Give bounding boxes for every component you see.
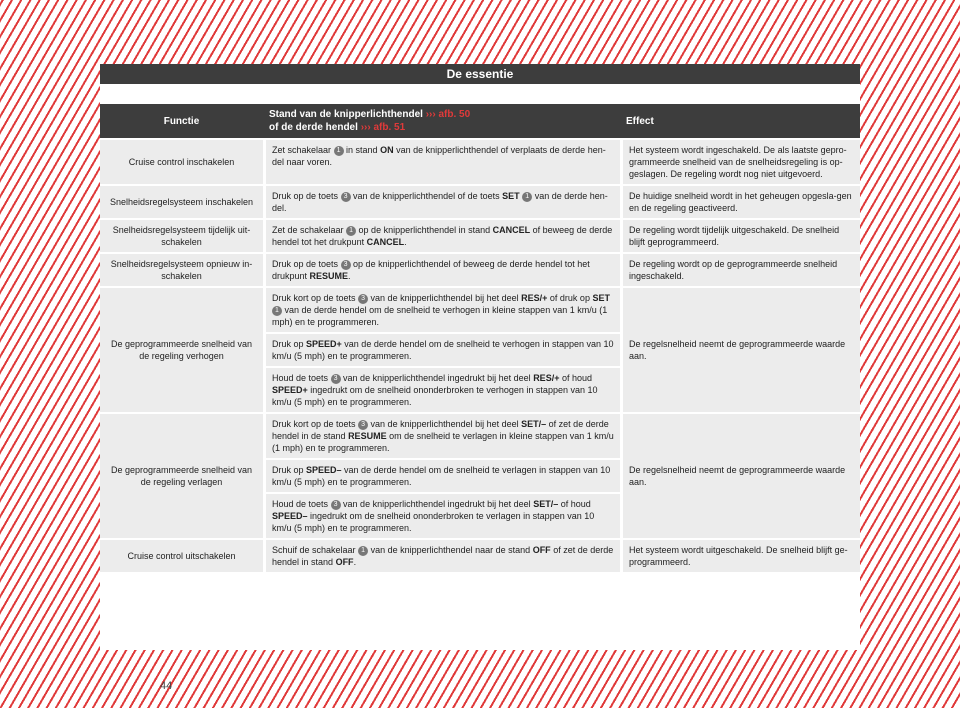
control-label: RESUME xyxy=(348,431,387,441)
effect-cell: De regelsnelheid neemt de geprogrammeerde waarde aan. xyxy=(620,414,860,538)
text-fragment: van de knipperlichthendel of de toets xyxy=(350,191,503,201)
function-cell: Snelheidsregelsysteem tijdelijk uit-schakelen xyxy=(100,220,263,252)
text-fragment: of druk op xyxy=(547,293,593,303)
table-header-row xyxy=(100,104,860,138)
text-fragment: Schuif de schakelaar xyxy=(272,545,359,555)
control-label: RES/+ xyxy=(521,293,548,303)
control-label: SET/– xyxy=(521,419,547,429)
figure-ref-51[interactable]: ››› afb. 51 xyxy=(360,122,406,133)
page-number: 44 xyxy=(160,680,173,692)
control-number-badge: 3 xyxy=(331,374,341,384)
text-fragment: Druk op de toets xyxy=(272,191,341,201)
function-cell: Snelheidsregelsysteem inschakelen xyxy=(100,186,263,218)
position-cell xyxy=(263,334,620,366)
control-number-badge: 3 xyxy=(341,192,351,202)
text-fragment: . xyxy=(348,271,351,281)
position-cell xyxy=(263,460,620,492)
control-label: SPEED+ xyxy=(272,385,308,395)
position-cell xyxy=(263,220,620,252)
control-number-badge: 1 xyxy=(334,146,344,156)
control-number-badge: 1 xyxy=(522,192,532,202)
text-fragment: Zet schakelaar xyxy=(272,145,334,155)
text-fragment: ingedrukt om de snelheid ononderbroken te verlagen in stappen van 10 km/u (5 mph) en te programmeren. xyxy=(272,511,595,533)
position-cell xyxy=(263,140,620,184)
table-body xyxy=(100,140,860,572)
text-fragment: van de derde hendel om de snelheid te verhogen in kleine stappen van 1 km/u (1 mph) en te programmeren. xyxy=(272,305,608,327)
text-fragment: van de derde hen-del. xyxy=(272,191,608,213)
control-label: CANCEL xyxy=(492,225,531,235)
figure-ref-50[interactable]: ››› afb. 50 xyxy=(425,109,471,120)
table-row xyxy=(100,220,860,252)
position-cell xyxy=(263,254,620,286)
header-function: Functie xyxy=(100,104,263,138)
text-fragment: van de knipperlichthendel of verplaats de derde hen-del naar voren. xyxy=(272,145,606,167)
text-fragment: Druk op xyxy=(272,465,307,475)
control-label: CANCEL xyxy=(366,237,405,247)
text-fragment: van de knipperlichthendel bij het deel xyxy=(368,419,522,429)
control-number-badge: 3 xyxy=(358,294,368,304)
text-fragment: of beweeg de derde hendel tot het drukpunt xyxy=(272,225,613,247)
text-fragment: van de knipperlichthendel bij het deel xyxy=(368,293,522,303)
effect-cell: De regeling wordt op de geprogrammeerde snelheid ingeschakeld. xyxy=(620,254,860,286)
function-cell: De geprogrammeerde snelheid van de regeling verlagen xyxy=(100,414,263,538)
text-fragment: . xyxy=(353,557,357,567)
header-position xyxy=(263,104,620,138)
text-fragment: van de knipperlichthendel ingedrukt bij het deel xyxy=(340,499,534,509)
position-cell xyxy=(263,540,620,572)
text-fragment: Druk kort op de toets xyxy=(272,419,359,429)
text-fragment: op de knipperlichthendel in stand xyxy=(356,225,493,235)
text-fragment: om de snelheid te verlagen in kleine stappen van 1 km/u (1 mph) en te programmeren. xyxy=(272,431,614,453)
text-fragment: in stand xyxy=(343,145,381,155)
function-cell: Cruise control inschakelen xyxy=(100,140,263,184)
effect-cell: Het systeem wordt uitgeschakeld. De snelheid blijft ge-programmeerd. xyxy=(620,540,860,572)
control-label: SET xyxy=(502,191,520,201)
table-row xyxy=(100,186,860,218)
table-row xyxy=(100,288,860,332)
text-fragment: of zet de derde hendel in stand xyxy=(272,545,614,567)
position-cell xyxy=(263,186,620,218)
control-number-badge: 3 xyxy=(358,420,368,430)
text-fragment: . xyxy=(404,237,407,247)
control-label: SET xyxy=(592,293,610,303)
text-fragment: Druk op de toets xyxy=(272,259,341,269)
text-fragment: of houd xyxy=(559,373,592,383)
effect-cell: De huidige snelheid wordt in het geheugen opgesla-gen en de regeling geactiveerd. xyxy=(620,186,860,218)
effect-cell: De regeling wordt tijdelijk uitgeschakeld. De snelheid blijft geprogrammeerd. xyxy=(620,220,860,252)
text-fragment: op de knipperlichthendel of beweeg de derde hendel tot het drukpunt xyxy=(272,259,590,281)
position-cell xyxy=(263,414,620,458)
table-row xyxy=(100,414,860,458)
control-label: RESUME xyxy=(309,271,349,281)
text-fragment: Zet de schakelaar xyxy=(272,225,347,235)
table-row xyxy=(100,254,860,286)
header-position-line2: of de derde hendel xyxy=(269,122,358,133)
control-number-badge: 3 xyxy=(341,260,351,270)
control-label: SPEED+ xyxy=(306,339,342,349)
text-fragment: van de knipperlichthendel ingedrukt bij het deel xyxy=(340,373,534,383)
control-label: SPEED– xyxy=(272,511,308,521)
text-fragment: Druk op xyxy=(272,339,307,349)
header-position-line1: Stand van de knipperlichthendel xyxy=(269,109,423,120)
manual-page xyxy=(100,64,860,692)
effect-cell: De regelsnelheid neemt de geprogrammeerde waarde aan. xyxy=(620,288,860,412)
cruise-control-table xyxy=(100,102,860,574)
effect-cell: Het systeem wordt ingeschakeld. De als laatste gepro-grammeerde snelheid van de snelheidsregeling is op-geslagen. De regeling wordt nog niet uitgevoerd. xyxy=(620,140,860,184)
control-label: ON xyxy=(380,145,394,155)
control-number-badge: 1 xyxy=(346,226,356,236)
header-effect: Effect xyxy=(620,104,860,138)
control-number-badge: 1 xyxy=(358,546,368,556)
control-label: OFF xyxy=(335,557,354,567)
table-row xyxy=(100,140,860,184)
position-cell xyxy=(263,288,620,332)
text-fragment: van de derde hendel om de snelheid te verlagen in stappen van 10 km/u (5 mph) en te programmeren. xyxy=(272,465,611,487)
page-title: De essentie xyxy=(100,64,860,84)
text-fragment: Houd de toets xyxy=(272,373,331,383)
text-fragment: van de derde hendel om de snelheid te verhogen in stappen van 10 km/u (5 mph) en te programmeren. xyxy=(272,339,614,361)
control-number-badge: 1 xyxy=(272,306,282,316)
text-fragment: Druk kort op de toets xyxy=(272,293,359,303)
table-row xyxy=(100,540,860,572)
control-label: OFF xyxy=(532,545,551,555)
control-label: SPEED– xyxy=(306,465,342,475)
text-fragment: Houd de toets xyxy=(272,499,331,509)
control-label: RES/+ xyxy=(533,373,560,383)
text-fragment: ingedrukt om de snelheid ononderbroken te verhogen in stappen van 10 km/u (5 mph) en te programmeren. xyxy=(272,385,598,407)
control-number-badge: 3 xyxy=(331,500,341,510)
function-cell: Snelheidsregelsysteem opnieuw in-schakelen xyxy=(100,254,263,286)
text-fragment: of houd xyxy=(558,499,591,509)
position-cell xyxy=(263,494,620,538)
control-label: SET/– xyxy=(533,499,559,509)
function-cell: De geprogrammeerde snelheid van de regeling verhogen xyxy=(100,288,263,412)
text-fragment: van de knipperlichthendel naar de stand xyxy=(368,545,533,555)
text-fragment: of zet de derde hendel in de stand xyxy=(272,419,609,441)
position-cell xyxy=(263,368,620,412)
function-cell: Cruise control uitschakelen xyxy=(100,540,263,572)
